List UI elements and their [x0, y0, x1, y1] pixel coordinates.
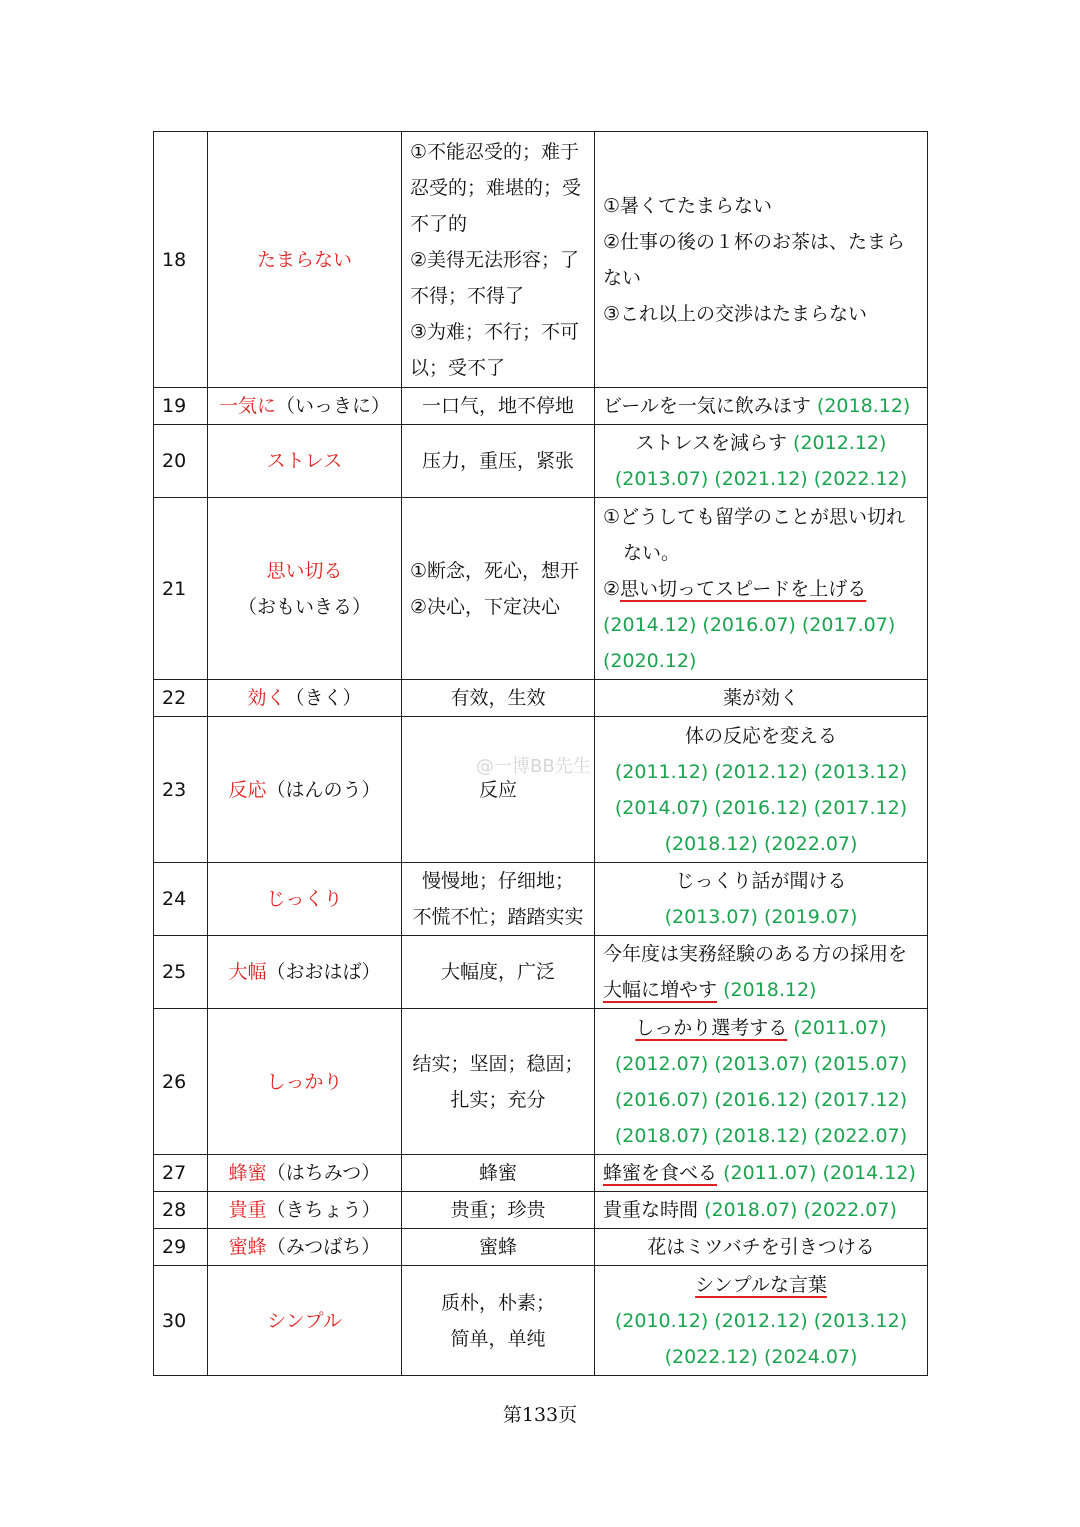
table-row: [154, 1266, 928, 1376]
example-text: 大幅に増やす: [603, 979, 718, 1001]
vocab-word: 思い切る: [266, 559, 343, 582]
example-cell: [595, 1155, 928, 1192]
table-row: [154, 717, 928, 863]
table-row: [154, 1229, 928, 1266]
example-text: 貴重な時間: [603, 1199, 699, 1221]
meaning-cell: 蜜蜂: [402, 1229, 595, 1266]
row-number: 28: [154, 1192, 208, 1229]
meaning-line: 简单，单纯: [450, 1327, 546, 1350]
table-row: [154, 425, 928, 498]
meaning-line: 结实；坚固；稳固；: [412, 1052, 584, 1075]
meaning-cell: 有效，生效: [402, 680, 595, 717]
vocab-reading: （みつばち）: [266, 1236, 381, 1258]
exam-years: (2012.12): [793, 432, 887, 454]
row-number: 26: [154, 1009, 208, 1155]
meaning-line: 不慌不忙；踏踏实实: [412, 906, 584, 928]
row-number: 24: [154, 863, 208, 936]
vocab-reading: （いっきに）: [276, 395, 391, 417]
vocab-reading: （おおはば）: [266, 961, 381, 983]
table-row: [154, 388, 928, 425]
example-line: ①暑くてたまらない: [603, 194, 773, 217]
vocab-word-cell: [208, 498, 402, 680]
exam-years: (2018.07) (2018.12) (2022.07): [614, 1124, 908, 1147]
exam-years: (2018.07) (2022.07): [704, 1199, 897, 1221]
exam-years: (2022.12) (2024.07): [664, 1345, 858, 1368]
meaning-cell: 贵重；珍贵: [402, 1192, 595, 1229]
exam-years: (2011.12) (2012.12) (2013.12): [614, 760, 908, 783]
row-number: 25: [154, 936, 208, 1009]
example-text: ストレスを減らす: [635, 432, 787, 454]
vocab-word: 効く: [247, 687, 286, 709]
example-cell: [595, 1266, 928, 1376]
vocab-word: シンプル: [208, 1266, 402, 1376]
example-text: じっくり話が聞ける: [675, 870, 847, 892]
row-number: 27: [154, 1155, 208, 1192]
vocab-word: しっかり: [208, 1009, 402, 1155]
exam-years: (2014.07) (2016.12) (2017.12): [614, 796, 908, 819]
exam-years: (2012.07) (2013.07) (2015.07): [614, 1052, 908, 1075]
table-row: [154, 1009, 928, 1155]
meaning-cell: 反应: [402, 717, 595, 863]
vocab-word-cell: [208, 1229, 402, 1266]
vocab-word: 蜂蜜: [228, 1162, 267, 1184]
meaning-line: ①断念，死心，想开: [410, 559, 580, 582]
exam-years: (2013.07) (2019.07): [664, 906, 858, 928]
exam-years: (2013.07) (2021.12) (2022.12): [614, 468, 908, 490]
example-cell: [595, 498, 928, 680]
vocab-word: 蜜蜂: [228, 1236, 267, 1258]
example-cell: [595, 425, 928, 498]
vocab-word: 大幅: [228, 961, 267, 983]
example-cell: [595, 717, 928, 863]
table-row: [154, 498, 928, 680]
example-cell: 薬が効く: [595, 680, 928, 717]
meaning-cell: [402, 1266, 595, 1376]
row-number: 20: [154, 425, 208, 498]
example-text: しっかり選考する: [635, 1016, 788, 1039]
exam-years: (2010.12) (2012.12) (2013.12): [614, 1309, 908, 1332]
row-number: 22: [154, 680, 208, 717]
exam-years: (2011.07) (2014.12): [723, 1162, 916, 1184]
vocab-word: ストレス: [208, 425, 402, 498]
vocab-word: 貴重: [228, 1199, 267, 1221]
vocab-reading: （きちょう）: [266, 1199, 381, 1221]
meaning-line: 慢慢地；仔细地；: [421, 870, 574, 892]
example-text: ビールを一気に飲みほす: [603, 395, 811, 417]
exam-years: (2018.12): [816, 395, 911, 417]
exam-years: (2018.12) (2022.07): [664, 832, 858, 855]
vocab-reading: （おもいきる）: [237, 595, 371, 618]
meaning-line: ②决心，下定决心: [410, 595, 561, 618]
row-number: 19: [154, 388, 208, 425]
row-number: 21: [154, 498, 208, 680]
exam-years: (2016.07) (2016.12) (2017.12): [614, 1088, 908, 1111]
watermark: @一博BB先生: [476, 756, 591, 777]
vocab-word-cell: [208, 717, 402, 863]
meaning-cell: 大幅度，广泛: [402, 936, 595, 1009]
meaning-cell: 蜂蜜: [402, 1155, 595, 1192]
table-row: [154, 863, 928, 936]
exam-years: (2018.12): [723, 979, 817, 1001]
exam-years: (2014.12) (2016.07) (2017.07): [603, 613, 896, 636]
meaning-cell: [402, 498, 595, 680]
example-text: 蜂蜜を食べる: [603, 1162, 718, 1184]
example-line: ない。: [623, 541, 681, 564]
example-cell: [595, 1192, 928, 1229]
example-text: 体の反応を変える: [684, 724, 837, 747]
example-prefix: ②: [603, 577, 621, 600]
vocab-word-cell: [208, 1192, 402, 1229]
example-line: ③これ以上の交渉はたまらない: [603, 302, 868, 325]
vocab-word: じっくり: [208, 863, 402, 936]
meaning-line: 扎实；充分: [450, 1088, 546, 1111]
table-row: [154, 936, 928, 1009]
row-number: 29: [154, 1229, 208, 1266]
vocab-word: 反応: [228, 778, 267, 801]
meaning-cell: [402, 863, 595, 936]
table-row: [154, 1192, 928, 1229]
example-cell: [595, 863, 928, 936]
vocab-word-cell: [208, 936, 402, 1009]
row-number: 23: [154, 717, 208, 863]
exam-years: (2011.07): [793, 1016, 887, 1039]
meaning-line: ①不能忍受的；难于忍受的；难堪的；受不了的: [410, 140, 582, 235]
table-row: [154, 680, 928, 717]
vocab-reading: （はんのう）: [266, 778, 381, 801]
example-line: 今年度は実務経験のある方の採用を: [603, 943, 908, 965]
exam-years: (2020.12): [603, 649, 697, 672]
vocab-word-cell: [208, 680, 402, 717]
meaning-cell: [402, 132, 595, 388]
vocab-word: たまらない: [208, 132, 402, 388]
example-line: ②仕事の後の１杯のお茶は、たまらない: [603, 230, 906, 289]
table-row: [154, 1155, 928, 1192]
meaning-cell: 一口气，地不停地: [402, 388, 595, 425]
row-number: 18: [154, 132, 208, 388]
vocab-word-cell: [208, 388, 402, 425]
vocab-word-cell: [208, 1155, 402, 1192]
vocab-reading: （きく）: [285, 687, 362, 709]
meaning-line: 质朴，朴素；: [440, 1291, 555, 1314]
row-number: 30: [154, 1266, 208, 1376]
table-row: [154, 132, 928, 388]
meaning-line: ②美得无法形容；了不得；不得了: [410, 248, 580, 307]
vocab-word: 一気に: [218, 395, 276, 417]
example-text: シンプルな言葉: [695, 1273, 827, 1296]
example-cell: [595, 936, 928, 1009]
example-cell: [595, 1009, 928, 1155]
example-cell: 花はミツバチを引きつける: [595, 1229, 928, 1266]
meaning-line: ③为难；不行；不可以；受不了: [410, 320, 580, 379]
example-line: ①どうしても留学のことが思い切れ: [603, 505, 906, 528]
example-text: 思い切ってスピードを上げる: [620, 577, 867, 600]
example-cell: [595, 132, 928, 388]
page-number: 第133页: [502, 1404, 578, 1426]
example-cell: [595, 388, 928, 425]
vocab-reading: （はちみつ）: [266, 1162, 381, 1184]
meaning-cell: [402, 1009, 595, 1155]
meaning-cell: 压力，重压，紧张: [402, 425, 595, 498]
